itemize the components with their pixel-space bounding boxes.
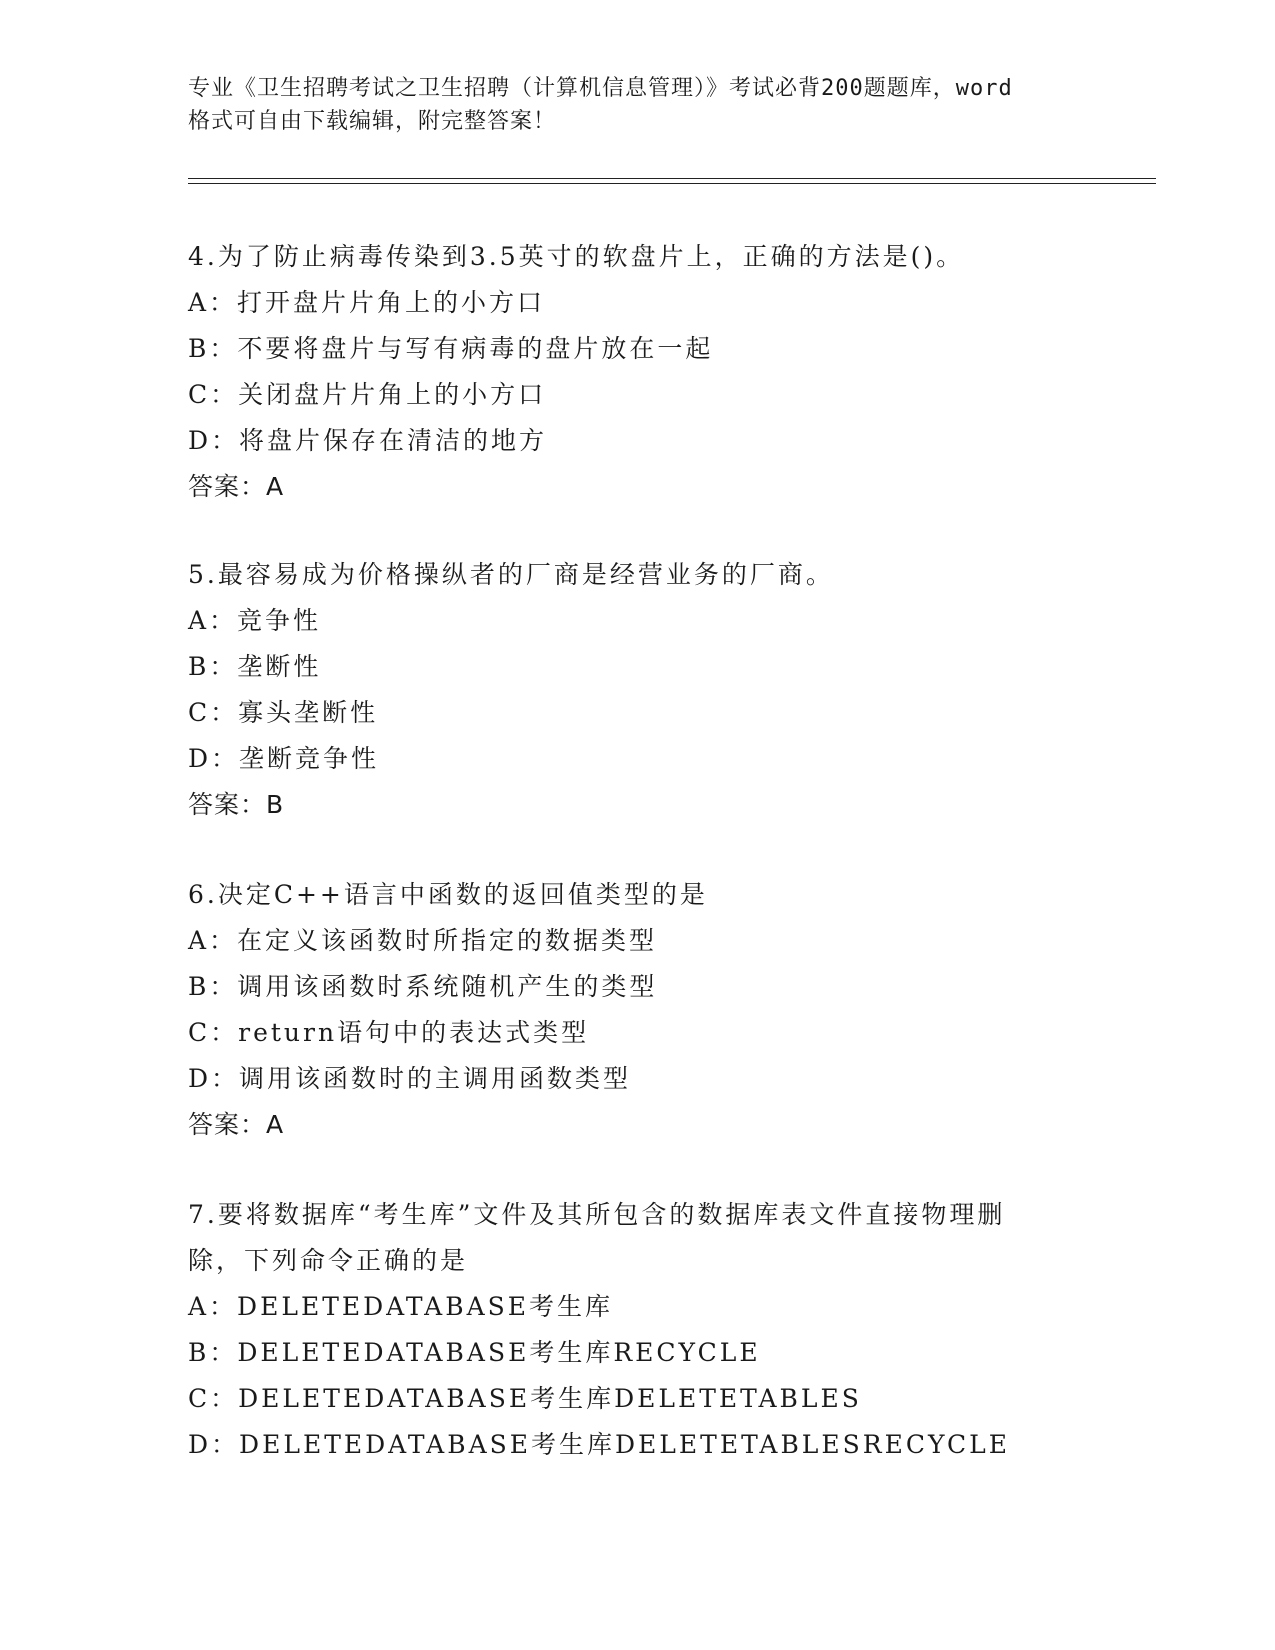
option-a: A：打开盘片片角上的小方口 — [188, 288, 546, 317]
question-stem: 4.为了防止病毒传染到3.5英寸的软盘片上，正确的方法是()。 — [188, 242, 965, 271]
question-stem: 6.决定C++语言中函数的返回值类型的是 — [188, 880, 708, 909]
question-6 — [188, 872, 1088, 1148]
option-b: B：DELETEDATABASE考生库RECYCLE — [188, 1338, 761, 1367]
option-d: D：将盘片保存在清洁的地方 — [188, 426, 548, 455]
option-c: C：DELETEDATABASE考生库DELETETABLES — [188, 1384, 862, 1413]
option-c: C：return语句中的表达式类型 — [188, 1018, 590, 1047]
answer: 答案：B — [188, 790, 285, 819]
question-stem-continued: 除，下列命令正确的是 — [188, 1246, 469, 1275]
question-stem: 7.要将数据库“考生库”文件及其所包含的数据库表文件直接物理删 — [188, 1200, 1006, 1229]
question-stem: 5.最容易成为价格操纵者的厂商是经营业务的厂商。 — [188, 560, 834, 589]
option-c: C：关闭盘片片角上的小方口 — [188, 380, 547, 409]
answer: 答案：A — [188, 472, 285, 501]
question-4 — [188, 234, 1088, 510]
option-d: D：调用该函数时的主调用函数类型 — [188, 1064, 632, 1093]
document-header: 专业《卫生招聘考试之卫生招聘（计算机信息管理）》考试必背200题题库，word 格式可自由下载编辑，附完整答案！ — [188, 76, 1013, 134]
option-a: A：DELETEDATABASE考生库 — [188, 1292, 614, 1321]
header-rule-bottom — [188, 183, 1156, 184]
header-rule-top — [188, 178, 1156, 179]
answer: 答案：A — [188, 1110, 285, 1139]
option-b: B：不要将盘片与写有病毒的盘片放在一起 — [188, 334, 714, 363]
option-d: D：DELETEDATABASE考生库DELETETABLESRECYCLE — [188, 1430, 1011, 1459]
question-5 — [188, 552, 1088, 828]
option-d: D：垄断竞争性 — [188, 744, 380, 773]
option-a: A：在定义该函数时所指定的数据类型 — [188, 926, 658, 955]
option-b: B：垄断性 — [188, 652, 322, 681]
option-b: B：调用该函数时系统随机产生的类型 — [188, 972, 658, 1001]
question-7 — [188, 1192, 1088, 1468]
option-c: C：寡头垄断性 — [188, 698, 379, 727]
option-a: A：竞争性 — [188, 606, 322, 635]
